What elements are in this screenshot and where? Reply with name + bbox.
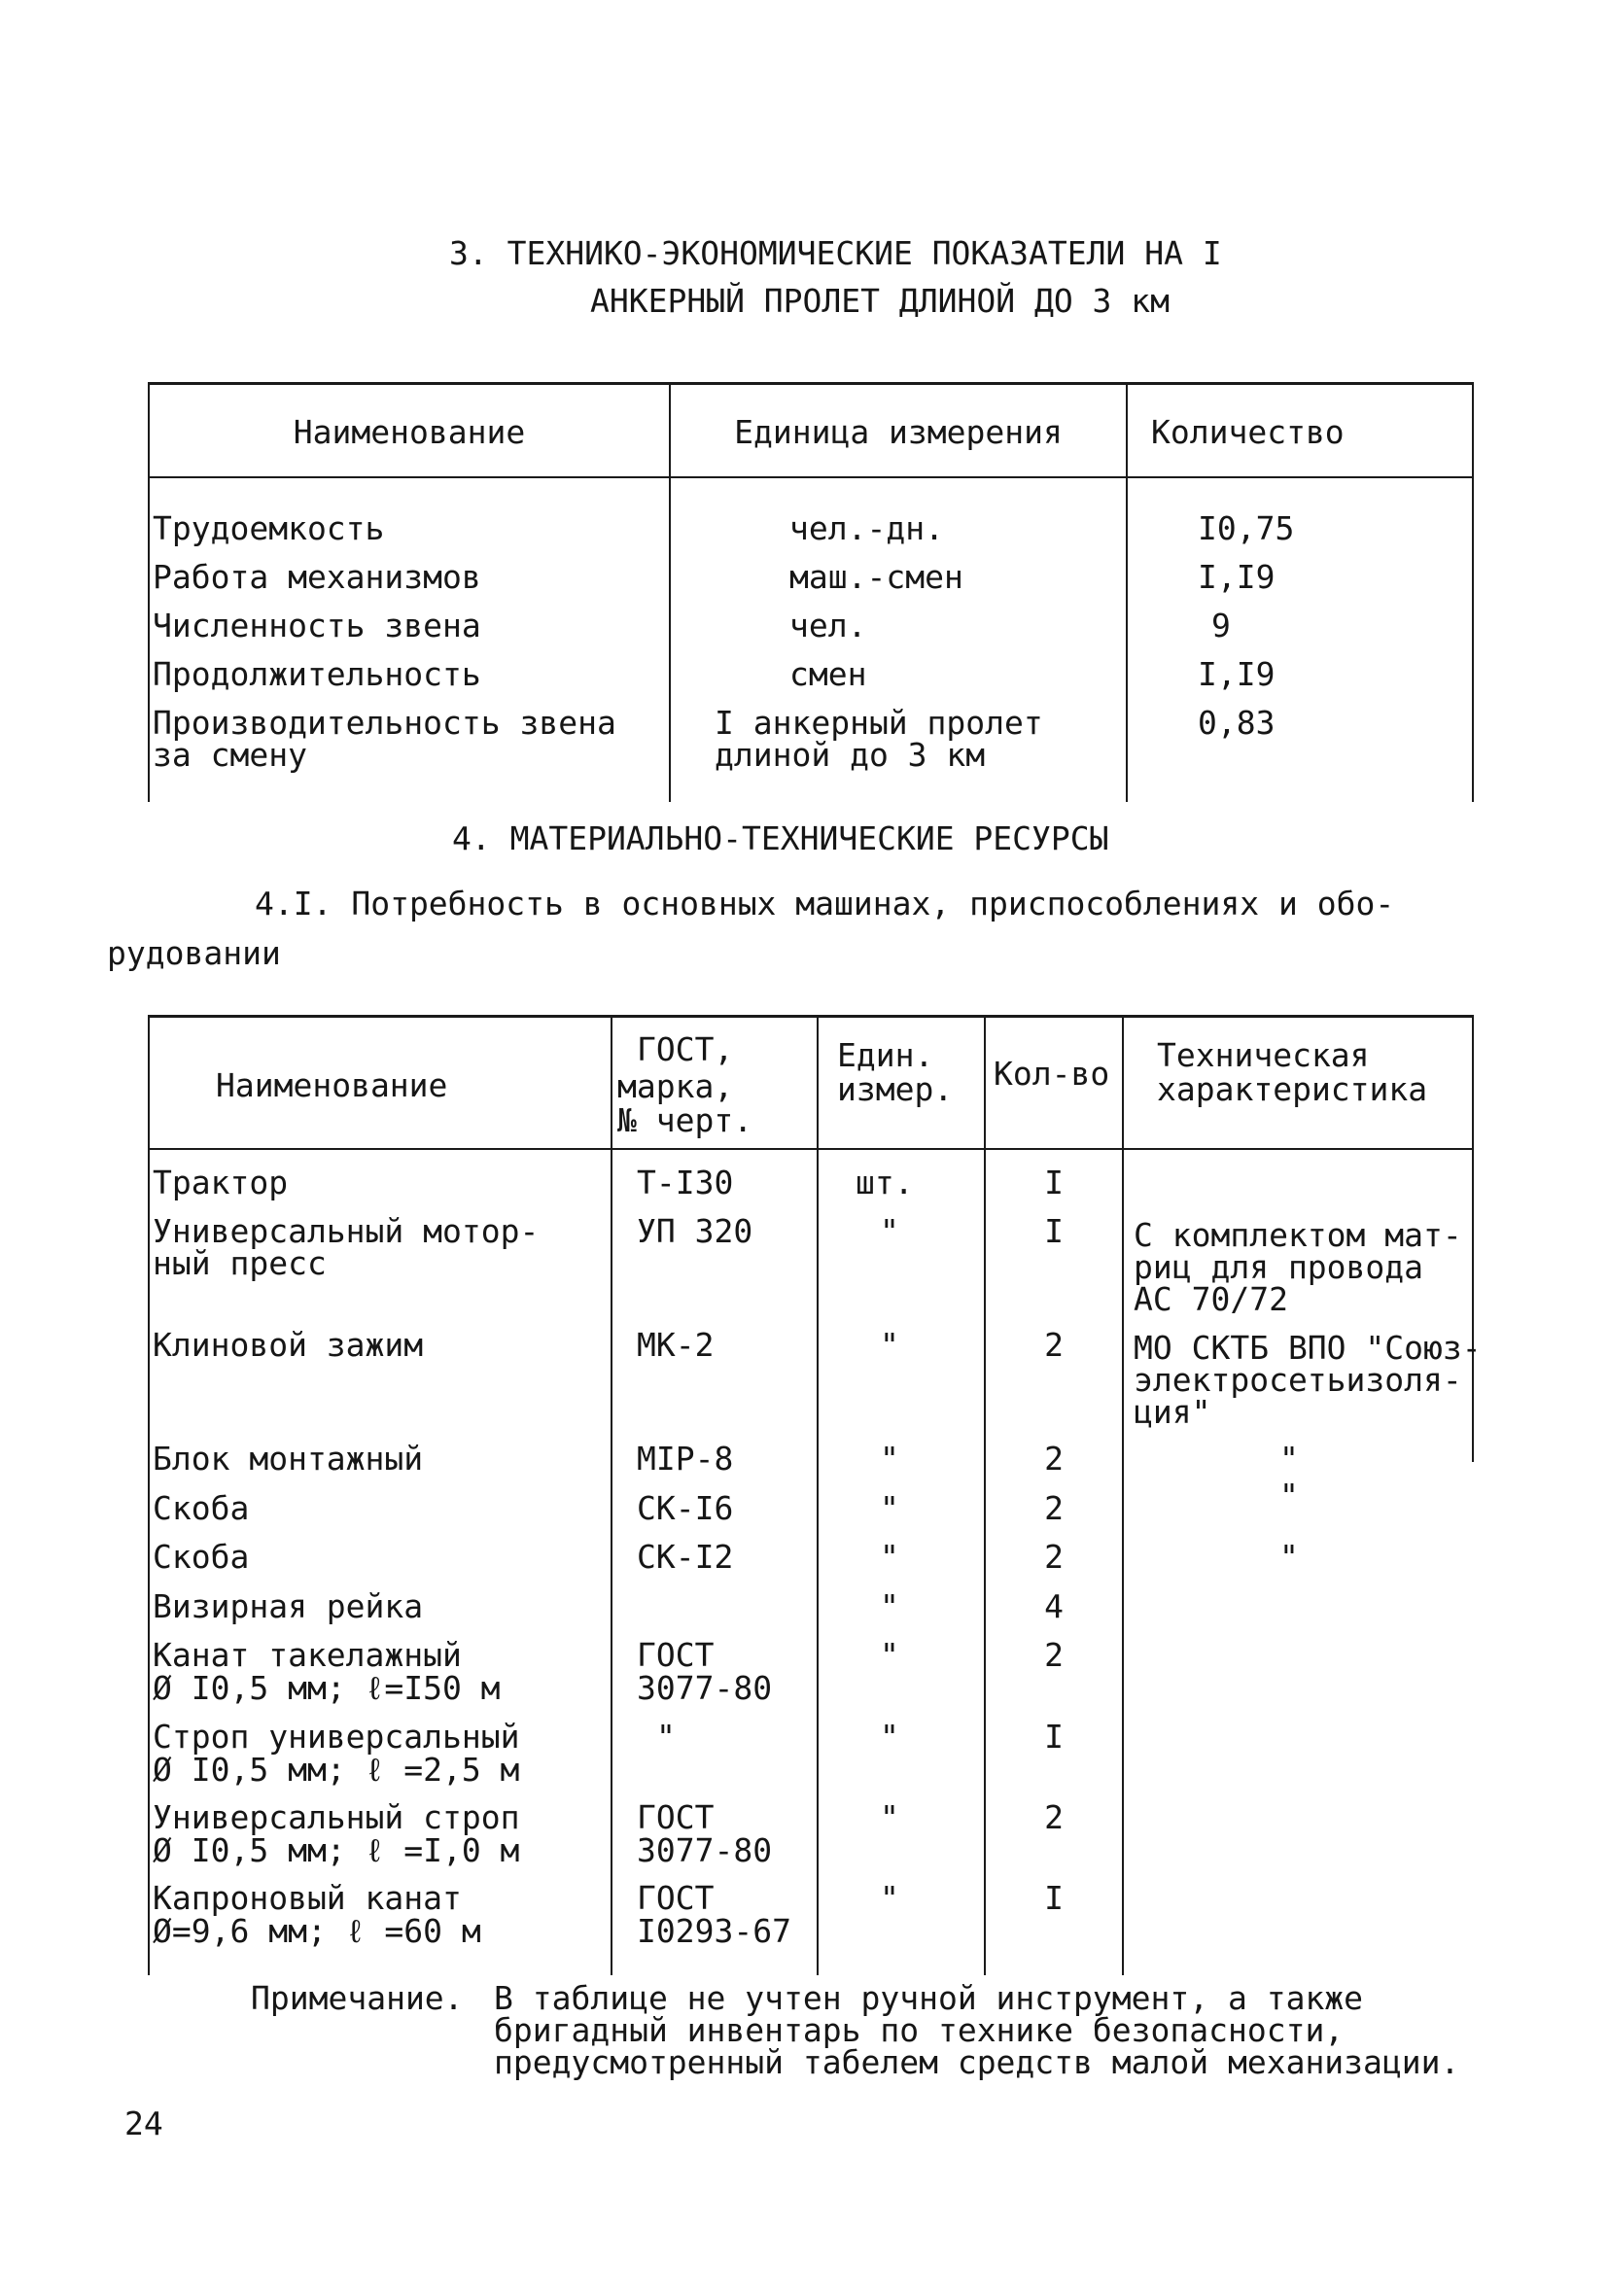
row-gost-line1: ГОСТ <box>637 1879 715 1917</box>
row-tech-line3: ция" <box>1134 1393 1211 1431</box>
row-name-line1: Строп универсальный <box>153 1718 520 1756</box>
row-gost: Т-I30 <box>637 1164 734 1201</box>
row-qty: I,I9 <box>1198 558 1276 596</box>
row-qty: I0,75 <box>1198 509 1295 547</box>
row-gost: МIР-8 <box>637 1440 734 1478</box>
section4-subtitle-line1: 4.I. Потребность в основных машинах, приспособлениях и обо- <box>255 885 1395 922</box>
table2-header-gost-line3: № черт. <box>617 1101 753 1139</box>
row-gost: СК-I2 <box>637 1538 734 1576</box>
row-tech: " <box>1279 1440 1299 1478</box>
row-qty: 2 <box>1044 1440 1064 1478</box>
row-tech-line1: С комплектом мат- <box>1134 1216 1462 1254</box>
section3-title-line1: 3. ТЕХНИКО-ЭКОНОМИЧЕСКИЕ ПОКАЗАТЕЛИ НА I <box>449 234 1222 272</box>
row-gost-line2: I0293-67 <box>637 1912 791 1950</box>
row-gost-line1: ГОСТ <box>637 1636 715 1674</box>
row-unit: маш.-смен <box>789 558 963 596</box>
note-line1: В таблице не учтен ручной инструмент, а также <box>494 1979 1364 2017</box>
row-name: Скоба <box>153 1538 250 1576</box>
row-unit: чел. <box>789 607 867 644</box>
section4-subtitle-line2: рудовании <box>107 934 281 972</box>
row-unit: " <box>880 1212 899 1250</box>
row-gost-line2: 3077-80 <box>637 1831 773 1869</box>
row-qty: 0,83 <box>1198 704 1276 742</box>
table1-header-divider <box>148 476 1474 478</box>
row-unit: " <box>880 1879 899 1917</box>
row-tech: " <box>1279 1477 1299 1514</box>
row-qty: 2 <box>1044 1326 1064 1364</box>
row-unit: чел.-дн. <box>789 509 944 547</box>
row-unit: " <box>880 1326 899 1364</box>
row-qty: I <box>1044 1164 1064 1201</box>
page-number: 24 <box>124 2105 163 2142</box>
row-qty: I,I9 <box>1198 655 1276 693</box>
table2-header-divider <box>148 1148 1474 1150</box>
row-qty: 4 <box>1044 1587 1064 1625</box>
row-tech: " <box>1279 1538 1299 1576</box>
row-unit: " <box>880 1636 899 1674</box>
row-qty: 2 <box>1044 1538 1064 1576</box>
table1-right-border <box>1472 382 1474 802</box>
row-unit: " <box>880 1718 899 1756</box>
row-name: Продолжительность <box>153 655 481 693</box>
row-name: Блок монтажный <box>153 1440 424 1478</box>
row-name-line2: Ø I0,5 мм; ℓ =I,0 м <box>153 1831 520 1869</box>
row-tech-line2: электросетьизоля- <box>1134 1361 1462 1399</box>
row-gost: СК-I6 <box>637 1489 734 1527</box>
section4-title: 4. МАТЕРИАЛЬНО-ТЕХНИЧЕСКИЕ РЕСУРСЫ <box>452 819 1109 857</box>
row-gost: УП 320 <box>637 1212 753 1250</box>
table2-header-gost-line2: марка, <box>617 1067 734 1105</box>
table2-header-name: Наименование <box>216 1066 448 1104</box>
table2-left-border <box>148 1015 150 1975</box>
row-gost-line2: 3077-80 <box>637 1669 773 1707</box>
row-qty: I <box>1044 1879 1064 1917</box>
row-unit-line2: длиной до 3 км <box>715 736 986 774</box>
table1-header-qty: Количество <box>1151 413 1345 451</box>
row-qty: 2 <box>1044 1798 1064 1836</box>
row-tech-line1: МО СКТБ ВПО "Союз- <box>1134 1329 1482 1367</box>
note-line2: бригадный инвентарь по технике безопасности, <box>494 2011 1345 2049</box>
table2-top-border <box>148 1015 1474 1018</box>
row-unit: смен <box>789 655 867 693</box>
row-name-line1: Производительность звена <box>153 704 616 742</box>
row-name: Трактор <box>153 1164 289 1201</box>
table2-header-gost-line1: ГОСТ, <box>637 1030 734 1068</box>
row-unit: шт. <box>856 1164 914 1201</box>
row-name-line1: Универсальный мотор- <box>153 1212 540 1250</box>
row-qty: 2 <box>1044 1489 1064 1527</box>
row-unit: " <box>880 1440 899 1478</box>
table2-right-border <box>1472 1015 1474 1462</box>
row-name-line1: Универсальный строп <box>153 1798 520 1836</box>
table2-col-divider-2 <box>817 1015 819 1975</box>
table1-header-unit: Единица измерения <box>734 413 1063 451</box>
row-name: Работа механизмов <box>153 558 481 596</box>
table2-header-qty: Кол-во <box>994 1055 1110 1093</box>
row-qty: I <box>1044 1718 1064 1756</box>
section3-title-line2: АНКЕРНЫЙ ПРОЛЕТ ДЛИНОЙ ДО 3 км <box>590 282 1171 320</box>
row-unit-line1: I анкерный пролет <box>715 704 1043 742</box>
row-tech-line2: риц для провода <box>1134 1248 1424 1286</box>
table2-col-divider-1 <box>611 1015 612 1975</box>
row-name: Скоба <box>153 1489 250 1527</box>
row-unit: " <box>880 1798 899 1836</box>
row-name-line1: Капроновый канат <box>153 1879 462 1917</box>
row-name-line2: ный пресс <box>153 1244 327 1282</box>
note-line3: предусмотренный табелем средств малой механизации. <box>494 2043 1460 2081</box>
row-name-line2: за смену <box>153 736 307 774</box>
row-name-line2: Ø I0,5 мм; ℓ=I50 м <box>153 1669 501 1707</box>
note-label: Примечание. <box>251 1979 464 2017</box>
row-name: Численность звена <box>153 607 481 644</box>
row-gost: МК-2 <box>637 1326 715 1364</box>
row-unit: " <box>880 1538 899 1576</box>
row-tech-line3: АС 70/72 <box>1134 1280 1288 1318</box>
table2-col-divider-4 <box>1122 1015 1124 1975</box>
table2-header-unit-line1: Един. <box>837 1036 934 1074</box>
row-name-line2: Ø I0,5 мм; ℓ =2,5 м <box>153 1751 520 1789</box>
row-name-line1: Канат такелажный <box>153 1636 462 1674</box>
row-unit: " <box>880 1587 899 1625</box>
row-qty: 9 <box>1211 607 1231 644</box>
table2-header-unit-line2: измер. <box>837 1070 954 1108</box>
table2-header-tech-line2: характеристика <box>1157 1070 1428 1108</box>
row-name: Клиновой зажим <box>153 1326 424 1364</box>
row-qty: 2 <box>1044 1636 1064 1674</box>
row-name-line2: Ø=9,6 мм; ℓ =60 м <box>153 1912 481 1950</box>
row-qty: I <box>1044 1212 1064 1250</box>
row-name: Визирная рейка <box>153 1587 424 1625</box>
row-gost-line1: ГОСТ <box>637 1798 715 1836</box>
table1-col-divider-2 <box>1126 382 1128 802</box>
row-gost: " <box>656 1718 676 1756</box>
table1-top-border <box>148 382 1474 385</box>
row-unit: " <box>880 1489 899 1527</box>
table2-header-tech-line1: Техническая <box>1157 1036 1370 1074</box>
row-name: Трудоемкость <box>153 509 385 547</box>
table1-header-name: Наименование <box>293 413 526 451</box>
